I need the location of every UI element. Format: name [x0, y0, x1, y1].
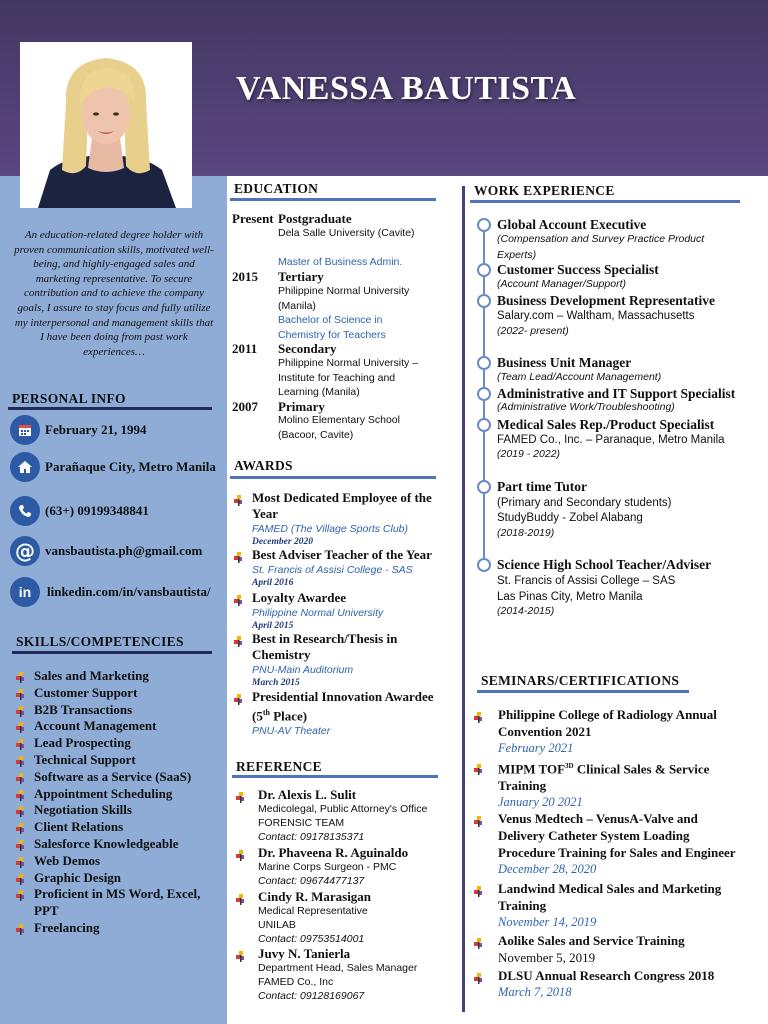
bullet-icon [474, 936, 485, 947]
bullet-icon [236, 892, 247, 903]
edu-year: 2011 [232, 341, 258, 356]
award-item [234, 547, 442, 588]
birthday-text: February 21, 1994 [45, 422, 147, 437]
job-title: Customer Success Specialist [497, 262, 659, 277]
linkedin-icon: in [10, 577, 40, 607]
home-icon [10, 452, 40, 482]
phone-row [10, 496, 149, 526]
seminar-item [474, 758, 744, 811]
job-title: Administrative and IT Support Specialist [497, 386, 736, 401]
bullet-icon [474, 884, 485, 895]
edu-year: 2015 [232, 269, 258, 284]
seminar-item [474, 880, 744, 931]
bullet-icon [474, 762, 485, 773]
skills-rule [12, 651, 212, 654]
bullet-icon [236, 949, 247, 960]
bullet-icon [234, 493, 245, 504]
reference-role: Medicolegal, Public Attorney's Office [258, 803, 428, 815]
bullet-icon [16, 923, 27, 934]
reference-name: Cindy R. Marasigan [258, 889, 372, 904]
skill-item: Technical Support [16, 752, 221, 769]
skill-item: Negotiation Skills [16, 802, 221, 819]
bullet-icon [16, 873, 27, 884]
reference-item [236, 787, 444, 844]
education-rule [230, 198, 436, 201]
seminar-item [474, 810, 744, 878]
award-org: PNU-Main Auditorium [252, 664, 354, 676]
reference-heading: REFERENCE [236, 759, 322, 774]
bullet-icon [16, 789, 27, 800]
bullet-icon [16, 671, 27, 682]
bullet-icon [234, 692, 245, 703]
skill-item: Account Management [16, 718, 221, 735]
edu-year: 2007 [232, 399, 258, 414]
reference-contact: Contact: 09128169067 [258, 989, 365, 1002]
seminar-date: February 2021 [498, 741, 574, 755]
profile-photo [20, 42, 192, 208]
education-entry [232, 211, 352, 227]
seminar-title: Philippine College of Radiology Annual Convention 2021 [498, 707, 717, 739]
reference-item [236, 946, 444, 1003]
job-company: FAMED Co., Inc. – Paranaque, Metro Manila [497, 434, 725, 446]
award-title: Best Adviser Teacher of the Year [252, 547, 432, 562]
edu-level: Tertiary [278, 269, 324, 284]
education-heading: EDUCATION [234, 181, 319, 196]
personal-info-rule [8, 407, 212, 410]
reference-item [236, 845, 444, 889]
award-title: Best in Research/Thesis in Chemistry [252, 631, 398, 662]
edu-level: Secondary [278, 341, 337, 356]
job-company: StudyBuddy - Zobel Alabang [497, 512, 643, 524]
phone-icon [10, 496, 40, 526]
job-title: Medical Sales Rep./Product Specialist [497, 417, 715, 432]
reference-role: Department Head, Sales Manager [258, 962, 418, 974]
skill-item: B2B Transactions [16, 702, 221, 719]
skill-item: Salesforce Knowledgeable [16, 836, 221, 853]
timeline-dot [477, 294, 491, 308]
reference-org: FORENSIC TEAM [258, 816, 345, 829]
edu-degree: Bachelor of Science in Chemistry for Teachers [278, 314, 386, 341]
award-org: FAMED (The Village Sports Club) [252, 523, 408, 535]
bullet-icon [16, 856, 27, 867]
job-company: Las Pinas City, Metro Manila [497, 591, 643, 603]
seminar-date: March 7, 2018 [498, 985, 572, 999]
phone-text: (63+) 09199348841 [45, 503, 149, 518]
reference-contact: Contact: 09178135371 [258, 830, 365, 843]
reference-contact: Contact: 09753514001 [258, 932, 365, 945]
seminar-title: MIPM $TOF^{3D}$ Clinical Sales & Service Training [498, 761, 710, 794]
email-row[interactable] [10, 536, 202, 566]
timeline-dot [477, 356, 491, 370]
skill-item: Lead Prospecting [16, 735, 221, 752]
work-heading: WORK EXPERIENCE [474, 183, 615, 198]
birthday-row [10, 415, 146, 445]
reference-item [236, 889, 444, 946]
award-org: PNU-AV Theater [252, 725, 331, 738]
candidate-name: VANESSA BAUTISTA [236, 70, 577, 107]
skill-item: Proficient in MS Word, Excel, PPT [16, 886, 221, 920]
seminar-date: November 14, 2019 [498, 915, 597, 929]
address-row [10, 452, 216, 482]
job-period: (2019 - 2022) [497, 448, 561, 460]
bullet-icon [16, 822, 27, 833]
job-period: (2018-2019) [497, 527, 555, 539]
skill-item: Graphic Design [16, 870, 221, 887]
reference-contact: Contact: 09674477137 [258, 874, 365, 887]
edu-year: Present [232, 211, 274, 226]
job-period: (2022- present) [497, 325, 569, 337]
seminar-item [474, 932, 744, 966]
job-company: St. Francis of Assisi College – SAS [497, 575, 676, 587]
award-title: Loyalty Awardee [252, 590, 346, 605]
seminar-title: DLSU Annual Research Congress 2018 [498, 968, 715, 983]
edu-school: Molino Elementary School (Bacoor, Cavite) [278, 414, 400, 441]
timeline-dot [477, 263, 491, 277]
seminar-date: November 5, 2019 [498, 950, 596, 965]
reference-org: FAMED Co., Inc [258, 975, 334, 988]
reference-name: Dr. Phaveena R. Aguinaldo [258, 845, 409, 860]
edu-school: Dela Salle University (Cavite) [278, 227, 415, 239]
job-desc: (Team Lead/Account Management) [497, 371, 662, 383]
seminar-item [474, 967, 744, 1001]
bullet-icon [474, 710, 485, 721]
linkedin-link[interactable]: linkedin.com/in/vansbautista/ [47, 584, 211, 599]
timeline-dot [477, 218, 491, 232]
seminar-date: January 20 2021 [498, 795, 583, 810]
award-item [234, 631, 442, 688]
column-divider [462, 186, 465, 1012]
skill-item: Appointment Scheduling [16, 786, 221, 803]
email-at-icon: @ [10, 536, 40, 566]
skills-heading: SKILLS/COMPETENCIES [16, 634, 184, 649]
award-title: Presidential Innovation Awardee (5th Place) [252, 689, 434, 724]
education-entry [232, 341, 337, 357]
reference-org: UNILAB [258, 918, 296, 931]
job-company: Salary.com – Waltham, Massachusetts [497, 310, 695, 322]
reference-role: Marine Corps Surgeon - PMC [258, 861, 397, 873]
job-desc: (Account Manager/Support) [497, 278, 626, 290]
edu-school: Philippine Normal University – Institute for Teaching and Learning (Manila) [278, 357, 419, 398]
edu-level: Postgraduate [278, 211, 352, 226]
job-title: Science High School Teacher/Adviser [497, 557, 712, 572]
profile-summary: An education-related degree holder with proven communication skills, motivated well-being, and highly-engaged sales and marketing representative. To secure contribution and to achieve the company goals, I assure to stay focus and fully utilize my interpersonal and management skills that I have been doing from past work experiences… [14, 229, 214, 358]
award-org: Philippine Normal University [252, 607, 384, 619]
edu-degree: Master of Business Admin. [278, 256, 403, 268]
education-entry [232, 269, 324, 285]
email-link[interactable]: vansbautista.ph@gmail.com [45, 543, 203, 558]
bullet-icon [234, 634, 245, 645]
award-date: March 2015 [252, 677, 300, 688]
seminar-title: Venus Medtech – VenusA-Valve and Delivery Catheter System Loading Procedure Training for Sales and Engineer [498, 811, 736, 860]
edu-level: Primary [278, 399, 325, 414]
award-item [234, 689, 442, 739]
skill-item: Sales and Marketing [16, 668, 221, 685]
reference-role: Medical Representative [258, 905, 368, 917]
job-title: Business Development Representative [497, 293, 715, 308]
bullet-icon [16, 738, 27, 749]
bullet-icon [474, 814, 485, 825]
calendar-icon [10, 415, 40, 445]
job-period: (2014-2015) [497, 605, 555, 617]
skill-item: Client Relations [16, 819, 221, 836]
award-item [234, 490, 442, 547]
work-rule [470, 200, 740, 203]
seminars-heading: SEMINARS/CERTIFICATIONS [481, 673, 680, 688]
personal-info-heading: PERSONAL INFO [12, 391, 126, 406]
award-org: St. Francis of Assisi College - SAS [252, 564, 413, 576]
edu-school: Philippine Normal University (Manila) [278, 285, 410, 312]
bullet-icon [16, 721, 27, 732]
bullet-icon [234, 593, 245, 604]
job-title: Part time Tutor [497, 479, 587, 494]
linkedin-row[interactable] [10, 577, 211, 607]
seminar-item [474, 706, 744, 757]
reference-rule [232, 775, 438, 778]
timeline-dot [477, 558, 491, 572]
timeline-dot [477, 387, 491, 401]
skill-item: Web Demos [16, 853, 221, 870]
edu-details [278, 211, 352, 227]
award-item [234, 590, 442, 631]
job-desc: (Administrative Work/Troubleshooting) [497, 401, 675, 413]
bullet-icon [474, 971, 485, 982]
bullet-icon [236, 790, 247, 801]
bullet-icon [16, 805, 27, 816]
award-date: April 2016 [252, 577, 294, 588]
seminar-date: December 28, 2020 [498, 862, 597, 876]
job-desc: (Compensation and Survey Practice Product Experts) [497, 233, 705, 261]
job-title: Global Account Executive [497, 217, 647, 232]
timeline-dot [477, 418, 491, 432]
seminar-title: Aolike Sales and Service Training [498, 933, 685, 948]
bullet-icon [16, 705, 27, 716]
job-title: Business Unit Manager [497, 355, 632, 370]
seminars-rule [477, 690, 689, 693]
award-date: April 2015 [252, 620, 294, 631]
address-text: Parañaque City, Metro Manila [45, 459, 216, 474]
seminar-title: Landwind Medical Sales and Marketing Training [498, 881, 722, 913]
bullet-icon [16, 772, 27, 783]
skill-item: Software as a Service (SaaS) [16, 769, 221, 786]
job-desc: (Primary and Secondary students) [497, 497, 672, 509]
award-date: December 2020 [252, 536, 313, 547]
bullet-icon [16, 688, 27, 699]
bullet-icon [16, 839, 27, 850]
skill-item: Freelancing [16, 920, 221, 937]
skill-item: Customer Support [16, 685, 221, 702]
timeline-dot [477, 480, 491, 494]
bullet-icon [16, 889, 27, 900]
reference-name: Dr. Alexis L. Sulit [258, 787, 357, 802]
bullet-icon [16, 755, 27, 766]
reference-name: Juvy N. Tanierla [258, 946, 351, 961]
award-title: Most Dedicated Employee of the Year [252, 490, 432, 521]
bullet-icon [236, 848, 247, 859]
awards-heading: AWARDS [234, 458, 293, 473]
awards-rule [230, 476, 436, 479]
skills-list [16, 668, 221, 937]
bullet-icon [234, 550, 245, 561]
